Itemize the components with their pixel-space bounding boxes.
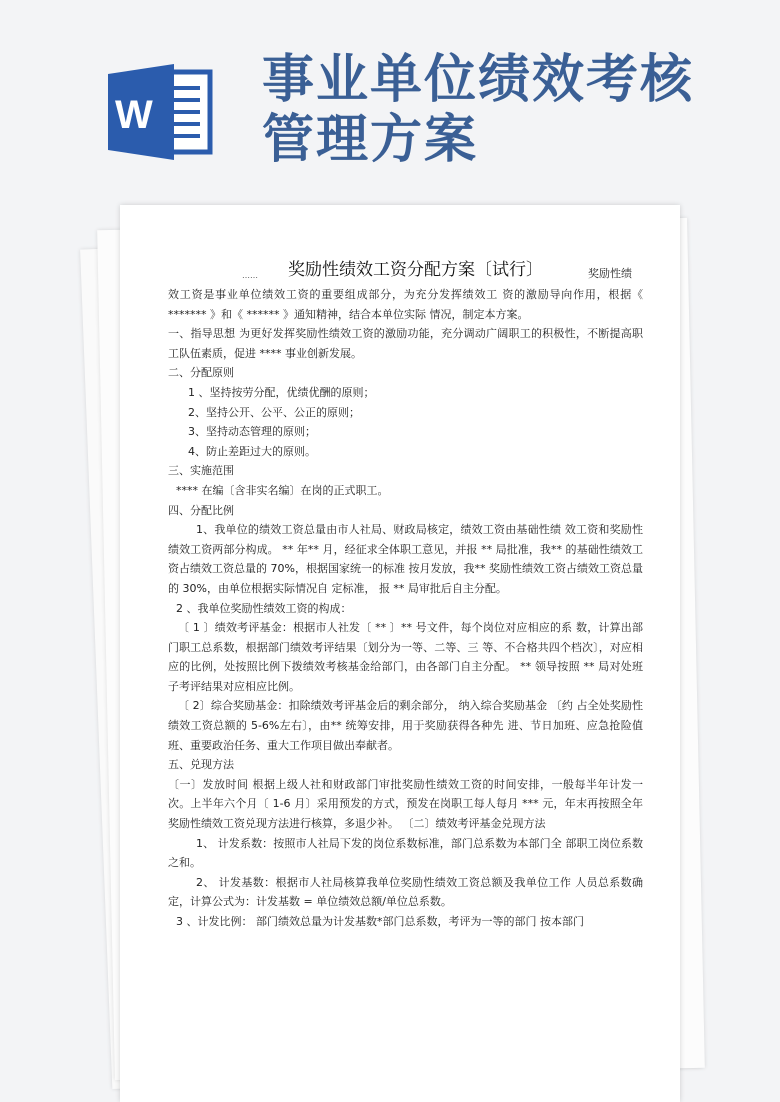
document-body [168,255,643,932]
list-item: 1 、坚持按劳分配，优绩优酬的原则； [188,385,375,399]
paragraph: 〔一〕发放时间 根据上级人社和财政部门审批奖励性绩效工资的时间安排，一般每半年计发一次。上半年六个月〔 1-6 月〕采用预发的方式，预发在岗职工每人每月 *** 元，年末再按照全年奖励性绩效工资兑现方法进行核算，多退少补。 〔二〕绩效考评基金兑现方法 [168,777,643,831]
paragraph: 2、 计发基数：根据市人社局核算我单位奖励性绩效工资总额及我单位工作 人员总系数确定，计算公式为：计发基数 = 单位绩效总额/单位总系数。 [168,875,643,909]
title-tail: 奖励性绩 [588,267,632,280]
paragraph: 3 、计发比例： 部门绩效总量为计发基数*部门总系数，考评为一等的部门 按本部门 [176,915,584,928]
title-text: 奖励性绩效工资分配方案〔试行〕 [288,260,543,280]
paragraph: 1、 计发系数：按照市人社局下发的岗位系数标准，部门总系数为本部门全 部职工岗位系数之和。 [168,836,643,870]
paragraph: 2 、我单位奖励性绩效工资的构成： [176,601,352,615]
paragraph: 1、我单位的绩效工资总量由市人社局、财政局核定，绩效工资由基础性绩 效工资和奖励性绩效工资两部分构成。 ** 年** 月，经征求全体职工意见，并报 ** 局批准，我** 的基础性绩效工资占绩效工资总量的 70%，根据国家统一的标准 按月发放，我** 奖励性绩效工资占绩效工资总量的 30%，由单位根据实际情况自 定标准， 报 ** 局审批后自主分配。 [168,523,643,595]
paragraph: 一、指导思想 为更好发挥奖励性绩效工资的激励功能，充分调动广阔职工的积极性，不断提高职工队伍素质，促进 **** 事业创新发展。 [168,327,643,360]
list-item: 3、坚持动态管理的原则； [188,425,316,439]
document-title [168,255,643,285]
document-page [120,205,680,1102]
section-heading: 五、兑现方法 [168,758,234,772]
paragraph: **** 在编〔含非实名编〕在岗的正式职工。 [176,483,389,497]
section-heading: 三、实施范围 [168,464,234,478]
section-heading: 四、分配比例 [168,503,234,517]
title-line-1: 事业单位绩效考核 [262,49,695,110]
paragraph: 〔 1 〕绩效考评基金：根据市人社发〔 ** 〕** 号文件，每个岗位对应相应的系 数，计算出部门职工总系数，根据部门绩效考评结果〔划分为一等、二等、三 等、不合格共四个档次〕，对应相应的比例，处按照比例下拨绩效考核基金给部门，由各部门自主分配。 ** 领导按照 ** 局对处班子考评结果对应相应比例。 [168,621,643,693]
list-item: 4、防止差距过大的原则。 [188,444,316,458]
section-heading: 二、分配原则 [168,366,234,380]
page-title [262,50,762,170]
list-item: 2、坚持公开、公平、公正的原则； [188,405,360,419]
word-document-icon [108,64,218,160]
title-dots: …… [242,271,258,280]
title-line-2: 管理方案 [262,109,479,170]
header [0,0,780,200]
paragraph: 效工资是事业单位绩效工资的重要组成部分，为充分发挥绩效工 资的激励导向作用，根据《 ******* 》和《 ****** 》通知精神，结合本单位实际 情况，制定本方案。 [168,288,643,321]
svg-text:W: W [115,93,153,137]
paragraph: 〔 2〕综合奖励基金：扣除绩效考评基金后的剩余部分， 纳入综合奖励基金 〔约 占全处奖励性绩效工资总额的 5-6%左右〕，由** 统筹安排，用于奖励获得各种先 进、节日加班、应急抢险值班、重要政治任务、重大工作项目做出奉献者。 [168,699,643,752]
